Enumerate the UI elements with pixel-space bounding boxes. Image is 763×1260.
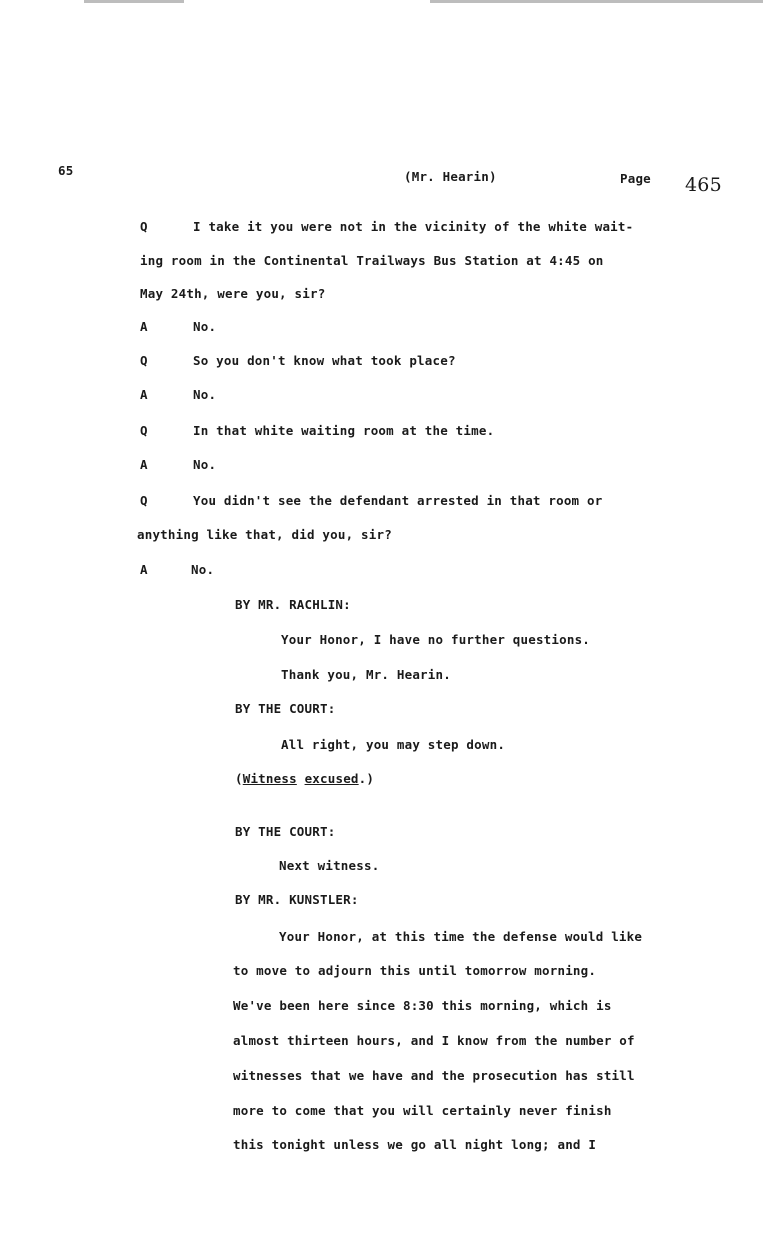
paren-open: ( xyxy=(235,771,243,786)
transcript-line: anything like that, did you, sir? xyxy=(137,527,392,542)
question-marker: Q xyxy=(140,353,148,368)
scan-artifact xyxy=(430,0,763,3)
transcript-line: No. xyxy=(193,319,217,334)
answer-marker: A xyxy=(140,319,148,334)
speaker-heading: BY THE COURT: xyxy=(235,701,336,716)
transcript-line: You didn't see the defendant arrested in that room or xyxy=(193,493,603,508)
transcript-line: this tonight unless we go all night long; and I xyxy=(233,1137,597,1152)
transcript-line: May 24th, were you, sir? xyxy=(140,286,326,301)
transcript-line: more to come that you will certainly never finish xyxy=(233,1103,612,1118)
speaker-heading: BY MR. KUNSTLER: xyxy=(235,892,359,907)
transcript-line: Next witness. xyxy=(279,858,380,873)
page-label: Page xyxy=(620,171,651,186)
question-marker: Q xyxy=(140,423,148,438)
stage-direction xyxy=(235,771,374,786)
answer-marker: A xyxy=(140,387,148,402)
transcript-line: witnesses that we have and the prosecution has still xyxy=(233,1068,635,1083)
transcript-line: No. xyxy=(191,562,215,577)
question-marker: Q xyxy=(140,493,148,508)
question-marker: Q xyxy=(140,219,148,234)
speaker-heading: BY MR. RACHLIN: xyxy=(235,597,351,612)
transcript-line: Your Honor, I have no further questions. xyxy=(281,632,591,647)
paren-close: .) xyxy=(358,771,375,786)
left-page-number: 65 xyxy=(58,163,74,178)
transcript-line: No. xyxy=(193,457,217,472)
transcript-line: We've been here since 8:30 this morning, which is xyxy=(233,998,612,1013)
transcript-line: Your Honor, at this time the defense would like xyxy=(279,929,643,944)
speaker-heading: BY THE COURT: xyxy=(235,824,336,839)
answer-marker: A xyxy=(140,457,148,472)
transcript-line: No. xyxy=(193,387,217,402)
transcript-line: I take it you were not in the vicinity of the white wait- xyxy=(193,219,634,234)
excused-word-1: Witness xyxy=(242,771,297,786)
transcript-line: to move to adjourn this until tomorrow morning. xyxy=(233,963,597,978)
transcript-line: almost thirteen hours, and I know from the number of xyxy=(233,1033,635,1048)
excused-word-2: excused xyxy=(304,771,359,786)
scan-artifact xyxy=(84,0,184,3)
answer-marker: A xyxy=(140,562,148,577)
transcript-line: ing room in the Continental Trailways Bus Station at 4:45 on xyxy=(140,253,604,268)
transcript-line: So you don't know what took place? xyxy=(193,353,456,368)
page-number: 465 xyxy=(685,174,722,196)
transcript-line: Thank you, Mr. Hearin. xyxy=(281,667,451,682)
transcript-line: All right, you may step down. xyxy=(281,737,506,752)
witness-header: (Mr. Hearin) xyxy=(404,169,497,184)
transcript-line: In that white waiting room at the time. xyxy=(193,423,495,438)
